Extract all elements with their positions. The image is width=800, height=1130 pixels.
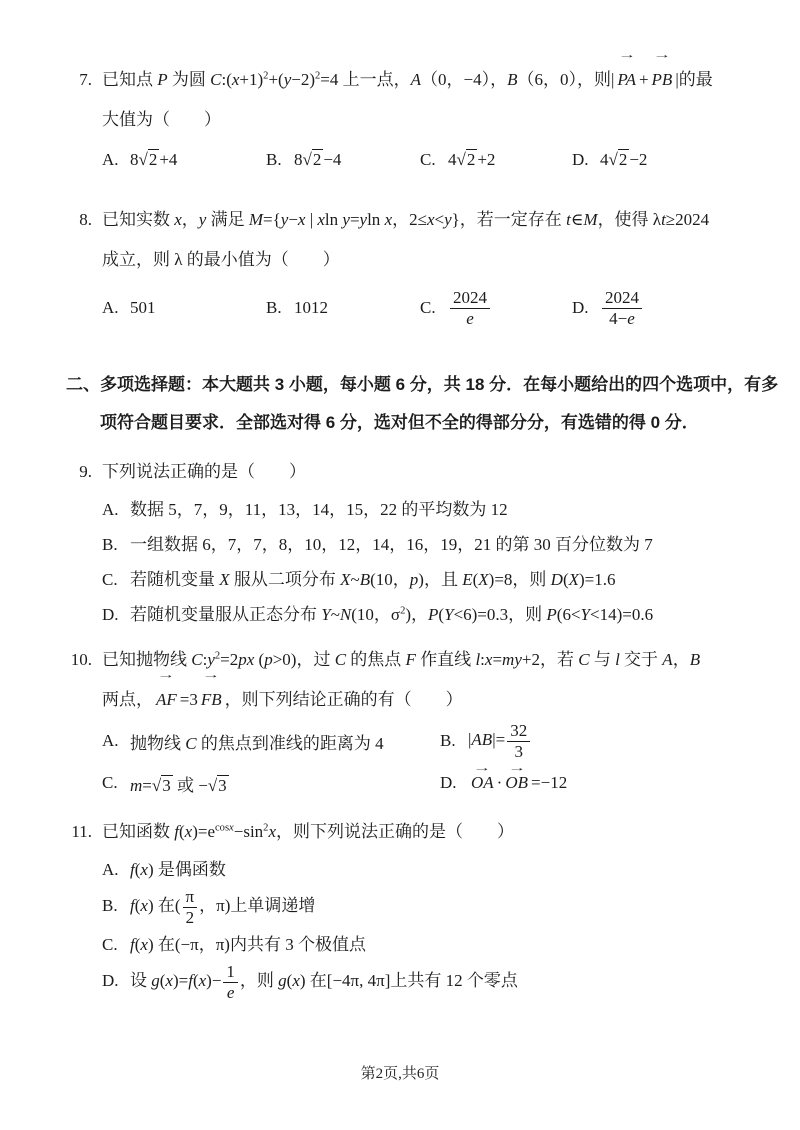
question-body [102,60,750,178]
option-label: C. [420,298,436,317]
option-c [420,142,572,178]
option-label: D. [102,605,119,624]
option-text: 4√2 −2 [600,150,648,169]
option-label: B. [266,298,282,317]
option-text: f(x) 是偶函数 [130,860,226,879]
option-text: 8√2 +4 [130,150,178,169]
option-label: A. [102,150,119,169]
option-a [102,282,266,334]
question-9 [66,452,750,632]
options-row [102,282,750,334]
option-a [102,492,750,527]
question-body [102,640,750,804]
question-11 [66,812,750,1002]
option-label: C. [102,570,118,589]
option-a [102,852,750,887]
option-text: 数据 5，7，9，11，13，14，15，22 的平均数为 12 [130,500,508,519]
option-d [572,282,750,334]
question-number: 9. [79,462,92,481]
option-label: D. [440,773,457,792]
question-stem-line: 下列说法正确的是（ ） [102,462,306,481]
question-body [102,452,750,632]
option-text: 1012 [294,298,328,317]
option-text: $\frac{2024}{4-e}$ [600,288,644,328]
option-b [440,720,750,762]
option-c [102,762,440,804]
question-stem-line: 已知点 P 为圆 $C:(x+1)^2+(y-2)^2=4$ 上一点，A（0，−4），B（6，0），则| → PA + → PB |的最 [102,60,750,100]
option-text: f(x) 在(−π，π)内共有 3 个极值点 [130,935,366,955]
option-b [102,527,750,562]
option-label: A. [102,731,119,750]
option-c [420,282,572,334]
question-7 [66,60,750,178]
option-label: C. [102,935,118,955]
question-stem-line: 已知实数 x，y 满足 M={y−x | xln y=yln x，2≤x<y}，若一定存在 t∈M，使得 λt≥2024 [102,210,710,229]
option-text: 抛物线 C 的焦点到准线的距离为 4 [130,733,384,753]
option-label: A. [102,860,119,879]
option-label: B. [102,895,118,915]
option-d [102,962,750,1002]
question-number: 7. [79,70,92,89]
option-d [572,142,750,178]
option-c [102,927,750,962]
option-a [102,142,266,178]
option-b [102,887,750,927]
option-text: 若随机变量服从正态分布 Y~N(10，$\sigma^2$)，P(Y<6)=0.3，则 P(6<Y<14)=0.6 [130,605,654,624]
option-d [102,597,750,632]
option-text: 设 g(x)=f(x)− $\frac{1}{e}$ ，则 g(x) 在[−4π, 4π]上共有 12 个零点 [130,962,518,1002]
question-number: 11. [71,822,92,841]
section-heading-line: 二、多项选择题：本大题共 3 小题，每小题 6 分，共 18 分．在每小题给出的四个选项中，有多 [66,375,779,394]
question-number: 8. [79,210,92,229]
option-text: $\frac{2024}{e}$ [448,288,492,328]
option-label: B. [102,535,118,554]
option-text: 若随机变量 X 服从二项分布 X~B(10，p)，且 E(X)=8，则 D(X)=1.6 [130,570,616,589]
section-heading-line: 项符合题目要求．全部选对得 6 分，选对但不全的得部分分，有选错的得 0 分． [100,413,699,432]
option-text: 一组数据 6，7，7，8，10，12，14，16，19，21 的第 30 百分位数为 7 [130,535,653,554]
option-text: → OA · → OB =−12 [468,773,567,793]
question-8 [66,200,750,334]
option-label: A. [102,500,119,519]
option-text: m=√3 或 −√3 [130,775,227,795]
option-label: C. [102,773,118,792]
option-text: f(x) 在( $\frac{\pi}{2}$ ，π)上单调递增 [130,887,316,927]
option-text: 8√2 −4 [294,150,342,169]
question-body [102,812,750,1002]
option-text: 501 [130,298,156,317]
option-label: D. [572,150,589,169]
question-stem-line: 成立，则 λ 的最小值为（ ） [102,250,340,269]
option-text: 4√2 +2 [448,150,496,169]
option-label: D. [572,298,589,317]
question-stem-line: 已知函数 $f(x)=e^{cosx}-\sin^2x$，则下列说法正确的是（ ） [102,822,514,841]
option-text: |AB|= $\frac{32}{3}$ [468,721,532,761]
option-label: B. [266,150,282,169]
option-d [440,762,750,804]
option-c [102,562,750,597]
page-footer: 第2页,共6页 [360,1066,440,1082]
question-stem-line: 已知抛物线 $C:y^2=2px$ (p>0)，过 C 的焦点 F 作直线 l:x=my+2，若 C 与 l 交于 A，B [102,650,701,669]
option-b [266,282,420,334]
option-label: C. [420,150,436,169]
option-a [102,720,440,762]
question-stem-line: 大值为（ ） [102,110,221,129]
question-stem-line: 两点， → AF =3 → FB ，则下列结论正确的有（ ） [102,680,750,720]
question-number: 10. [70,650,92,669]
option-label: A. [102,298,119,317]
question-body [102,200,750,334]
option-b [266,142,420,178]
options-row [102,142,750,178]
options-grid [102,720,750,804]
section-2-heading [66,366,779,442]
option-label: B. [440,731,456,750]
option-label: D. [102,971,119,991]
question-10 [66,640,750,804]
